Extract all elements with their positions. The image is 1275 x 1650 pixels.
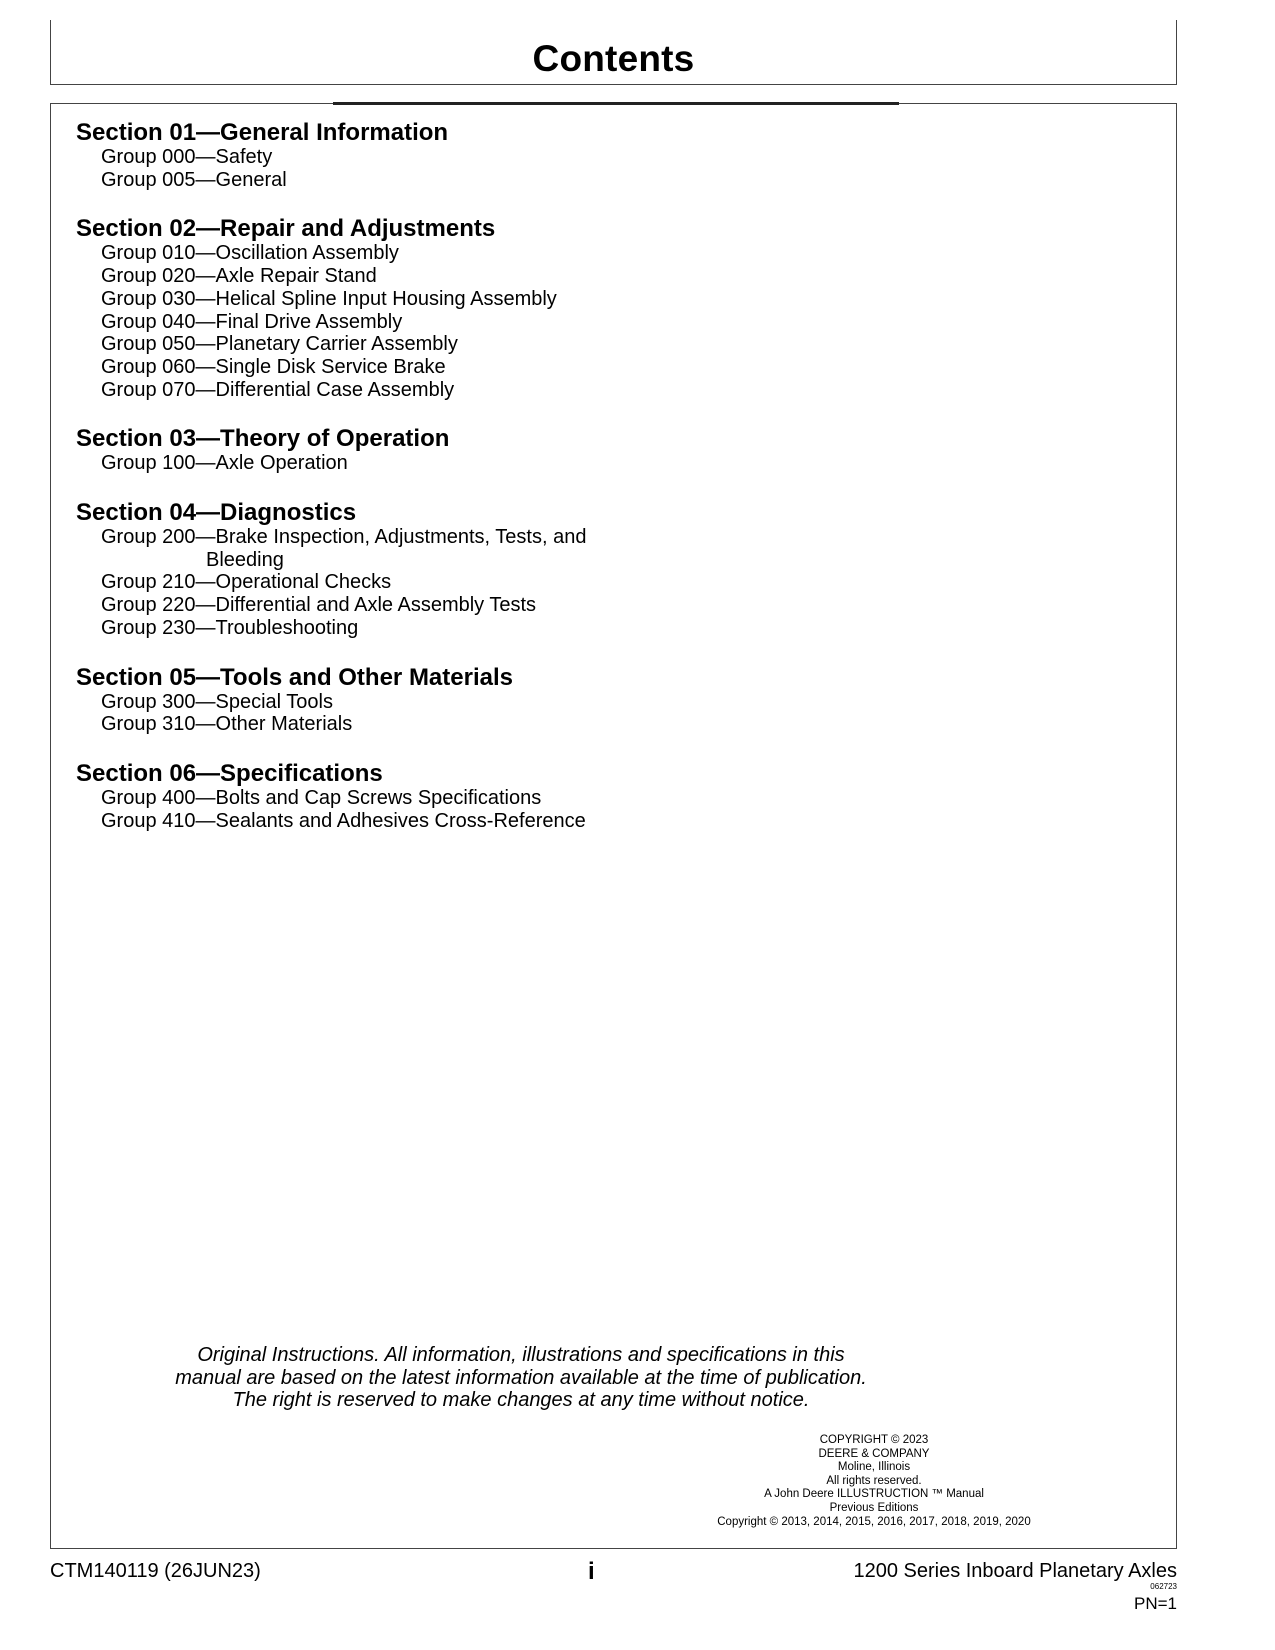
footer-code: 062723 xyxy=(1150,1582,1177,1591)
top-accent-rule xyxy=(333,102,899,105)
section-title[interactable]: Section 02—Repair and Adjustments xyxy=(76,215,496,243)
section-title[interactable]: Section 03—Theory of Operation xyxy=(76,425,450,453)
toc-group[interactable]: Group 310—Other Materials xyxy=(101,713,353,736)
contents-frame xyxy=(50,103,1177,1549)
original-instructions-notice xyxy=(171,1344,871,1412)
copyright-line: Copyright © 2013, 2014, 2015, 2016, 2017, 2018, 2019, 2020 xyxy=(717,1515,1031,1528)
copyright-line: Previous Editions xyxy=(829,1501,919,1514)
page-title: Contents xyxy=(532,38,695,79)
footer-doc-id: CTM140119 (26JUN23) xyxy=(50,1560,261,1582)
toc-group-200[interactable] xyxy=(76,526,586,571)
toc-group[interactable]: Group 100—Axle Operation xyxy=(101,452,348,475)
toc-group[interactable]: Group 210—Operational Checks xyxy=(101,571,392,594)
section-title[interactable]: Section 06—Specifications xyxy=(76,759,383,787)
copyright-line: All rights reserved. xyxy=(826,1474,922,1487)
toc-group[interactable]: Group 410—Sealants and Adhesives Cross-Reference xyxy=(101,809,586,832)
copyright-line: Moline, Illinois xyxy=(837,1461,911,1474)
toc-group[interactable]: Group 400—Bolts and Cap Screws Specifications xyxy=(101,786,542,809)
toc-group[interactable]: Group 010—Oscillation Assembly xyxy=(101,242,399,265)
notice-line: manual are based on the latest information available at the time of publication. xyxy=(175,1366,867,1389)
toc-group[interactable]: Group 000—Safety xyxy=(101,146,273,168)
section-title[interactable]: Section 05—Tools and Other Materials xyxy=(76,663,513,691)
toc-group[interactable]: Group 230—Troubleshooting xyxy=(101,616,359,639)
toc-section-04 xyxy=(76,499,586,640)
footer-manual-title: 1200 Series Inboard Planetary Axles xyxy=(853,1560,1177,1582)
toc-group[interactable]: Group 020—Axle Repair Stand xyxy=(101,265,377,288)
toc-section-02 xyxy=(76,215,586,401)
toc-group[interactable]: Group 005—General xyxy=(101,168,287,191)
footer-pn: PN=1 xyxy=(1134,1594,1177,1613)
copyright-line: COPYRIGHT © 2023 xyxy=(819,1434,929,1446)
toc-group[interactable]: Group 050—Planetary Carrier Assembly xyxy=(101,333,458,356)
copyright-block xyxy=(686,1434,1062,1529)
section-title[interactable]: Section 01—General Information xyxy=(76,119,449,146)
toc-section-01 xyxy=(76,119,586,191)
copyright-line: A John Deere ILLUSTRUCTION ™ Manual xyxy=(764,1488,984,1501)
toc-group-continuation: Bleeding xyxy=(206,548,284,571)
toc-group[interactable]: Group 040—Final Drive Assembly xyxy=(101,310,403,333)
copyright-line: DEERE & COMPANY xyxy=(818,1447,930,1460)
toc-group[interactable]: Group 300—Special Tools xyxy=(101,690,333,713)
notice-line: Original Instructions. All information, illustrations and specifications in this xyxy=(197,1344,845,1366)
notice-line: The right is reserved to make changes at any time without notice. xyxy=(232,1389,810,1412)
footer-page-number: i xyxy=(588,1558,595,1585)
toc-group[interactable]: Group 030—Helical Spline Input Housing Assembly xyxy=(101,287,557,310)
toc-section-03 xyxy=(76,425,586,475)
toc-group[interactable]: Group 060—Single Disk Service Brake xyxy=(101,355,446,378)
page-header xyxy=(50,20,1177,85)
table-of-contents xyxy=(76,119,586,856)
toc-group-label: Group 200—Brake Inspection, Adjustments, Tests, and xyxy=(101,526,587,549)
section-title[interactable]: Section 04—Diagnostics xyxy=(76,499,357,527)
toc-section-06 xyxy=(76,760,586,832)
toc-section-05 xyxy=(76,664,586,736)
toc-group[interactable]: Group 070—Differential Case Assembly xyxy=(101,378,455,401)
toc-group[interactable]: Group 220—Differential and Axle Assembly Tests xyxy=(101,594,537,617)
